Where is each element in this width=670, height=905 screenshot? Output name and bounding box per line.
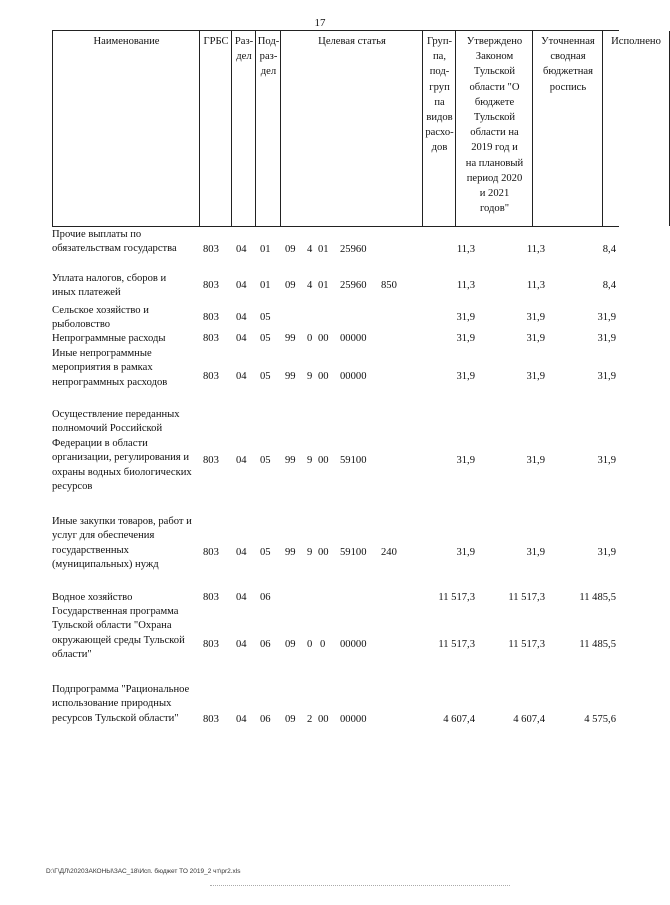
header-grbs: ГРБС: [199, 31, 232, 226]
row-podrazdel: 01: [260, 280, 271, 291]
header-expense-group: Груп- па, под- груп па видов расхо- дов: [422, 31, 456, 226]
row-executed: 8,4: [602, 244, 616, 255]
row-approved: 11,3: [456, 244, 475, 255]
row-name: Иные непрограммные мероприятия в рамках непрограммных расходов: [52, 348, 168, 388]
header-target-article: Целевая статья: [280, 31, 423, 226]
header-executed: Исполнено: [602, 31, 670, 226]
row-target-3: 01: [318, 280, 329, 291]
row-approved: 31,9: [456, 371, 475, 382]
row-refined: 31,9: [526, 312, 545, 323]
row-podrazdel: 05: [260, 455, 271, 466]
row-razdel: 04: [236, 455, 247, 466]
row-target-3: 0: [320, 639, 326, 650]
row-target-2: 4: [307, 280, 313, 291]
row-refined: 11,3: [526, 244, 545, 255]
row-podrazdel: 05: [260, 333, 271, 344]
row-razdel: 04: [236, 592, 247, 603]
row-target-1: 09: [285, 639, 296, 650]
row-razdel: 04: [236, 244, 247, 255]
row-executed: 31,9: [597, 371, 616, 382]
row-target-4: 00000: [340, 639, 367, 650]
header-approved: Утверждено Законом Тульской области "О бюджете Тульской области на 2019 год и на плановый период 2020 и 2021 годов": [455, 31, 533, 226]
row-approved: 11 517,3: [438, 592, 475, 603]
row-target-1: 99: [285, 371, 296, 382]
row-refined: 11 517,3: [508, 592, 545, 603]
row-name: Осуществление переданных полномочий Российской Федерации в области организации, регулирования и охраны водных биологических ресурсов: [52, 409, 192, 493]
row-approved: 31,9: [456, 312, 475, 323]
row-razdel: 04: [236, 547, 247, 558]
row-podrazdel: 06: [260, 639, 271, 650]
row-name: Государственная программа Тульской области "Охрана окружающей среды Тульской области": [52, 606, 185, 661]
row-target-4: 00000: [340, 371, 367, 382]
row-refined: 31,9: [526, 547, 545, 558]
row-expense-group: 240: [381, 547, 397, 558]
row-grbs: 803: [203, 455, 219, 466]
row-grbs: 803: [203, 312, 219, 323]
row-refined: 4 607,4: [513, 714, 545, 725]
header-razdel: Раз- дел: [231, 31, 256, 226]
row-razdel: 04: [236, 714, 247, 725]
row-razdel: 04: [236, 639, 247, 650]
header-podrazdel: Под- раз- дел: [255, 31, 281, 226]
row-approved: 11,3: [456, 280, 475, 291]
file-path-footer: D:\Г\ДЛ\2020ЗАКОНЫ\ЗАС_18\Исп. бюджет ТО 2019_2 чт\pr2.xls: [46, 868, 241, 875]
row-target-1: 09: [285, 714, 296, 725]
row-target-1: 09: [285, 244, 296, 255]
row-target-4: 25960: [340, 244, 367, 255]
row-target-1: 99: [285, 547, 296, 558]
row-target-3: 00: [318, 547, 329, 558]
row-podrazdel: 05: [260, 547, 271, 558]
row-target-2: 4: [307, 244, 313, 255]
row-executed: 11 485,5: [579, 639, 616, 650]
row-grbs: 803: [203, 547, 219, 558]
row-target-4: 00000: [340, 714, 367, 725]
row-grbs: 803: [203, 639, 219, 650]
row-executed: 11 485,5: [579, 592, 616, 603]
row-podrazdel: 05: [260, 312, 271, 323]
row-grbs: 803: [203, 592, 219, 603]
row-name: Уплата налогов, сборов и иных платежей: [52, 273, 167, 299]
row-approved: 4 607,4: [443, 714, 475, 725]
row-refined: 31,9: [526, 333, 545, 344]
row-approved: 31,9: [456, 547, 475, 558]
row-name: Сельское хозяйство и рыболовство: [52, 305, 149, 331]
row-grbs: 803: [203, 333, 219, 344]
row-target-3: 00: [318, 714, 329, 725]
row-refined: 11 517,3: [508, 639, 545, 650]
row-name: Подпрограмма "Рациональное использование природных ресурсов Тульской области": [52, 684, 190, 724]
row-target-4: 59100: [340, 547, 367, 558]
row-target-3: 00: [318, 333, 329, 344]
row-target-4: 59100: [340, 455, 367, 466]
row-target-3: 00: [318, 371, 329, 382]
row-target-2: 0: [307, 333, 313, 344]
row-target-2: 9: [307, 547, 313, 558]
row-grbs: 803: [203, 244, 219, 255]
row-target-3: 00: [318, 455, 329, 466]
row-target-1: 09: [285, 280, 296, 291]
row-approved: 31,9: [456, 333, 475, 344]
row-executed: 31,9: [597, 455, 616, 466]
row-podrazdel: 06: [260, 714, 271, 725]
row-name: Водное хозяйство: [52, 592, 133, 603]
row-approved: 11 517,3: [438, 639, 475, 650]
row-target-3: 01: [318, 244, 329, 255]
row-podrazdel: 01: [260, 244, 271, 255]
row-executed: 31,9: [597, 333, 616, 344]
row-executed: 31,9: [597, 312, 616, 323]
row-razdel: 04: [236, 312, 247, 323]
row-razdel: 04: [236, 280, 247, 291]
row-target-2: 9: [307, 455, 313, 466]
row-podrazdel: 05: [260, 371, 271, 382]
row-approved: 31,9: [456, 455, 475, 466]
row-grbs: 803: [203, 280, 219, 291]
row-target-2: 0: [307, 639, 313, 650]
row-refined: 31,9: [526, 455, 545, 466]
page-number: 17: [314, 17, 326, 29]
header-refined: Уточненная сводная бюджетная роспись: [532, 31, 603, 226]
table-header: [52, 30, 661, 227]
row-target-1: 99: [285, 455, 296, 466]
row-target-4: 25960: [340, 280, 367, 291]
row-razdel: 04: [236, 333, 247, 344]
row-target-2: 9: [307, 371, 313, 382]
row-target-2: 2: [307, 714, 313, 725]
row-razdel: 04: [236, 371, 247, 382]
row-refined: 11,3: [526, 280, 545, 291]
row-executed: 31,9: [597, 547, 616, 558]
row-expense-group: 850: [381, 280, 397, 291]
row-name: Прочие выплаты по обязательствам государства: [52, 229, 177, 255]
row-name: Иные закупки товаров, работ и услуг для обеспечения государственных (муниципальных) нужд: [52, 516, 192, 571]
row-podrazdel: 06: [260, 592, 271, 603]
row-grbs: 803: [203, 371, 219, 382]
row-name: Непрограммные расходы: [52, 333, 166, 344]
row-target-4: 00000: [340, 333, 367, 344]
row-executed: 8,4: [602, 280, 616, 291]
row-executed: 4 575,6: [584, 714, 616, 725]
scan-artifact-line: [210, 885, 510, 886]
row-refined: 31,9: [526, 371, 545, 382]
row-target-1: 99: [285, 333, 296, 344]
header-name: Наименование: [52, 31, 200, 226]
row-grbs: 803: [203, 714, 219, 725]
